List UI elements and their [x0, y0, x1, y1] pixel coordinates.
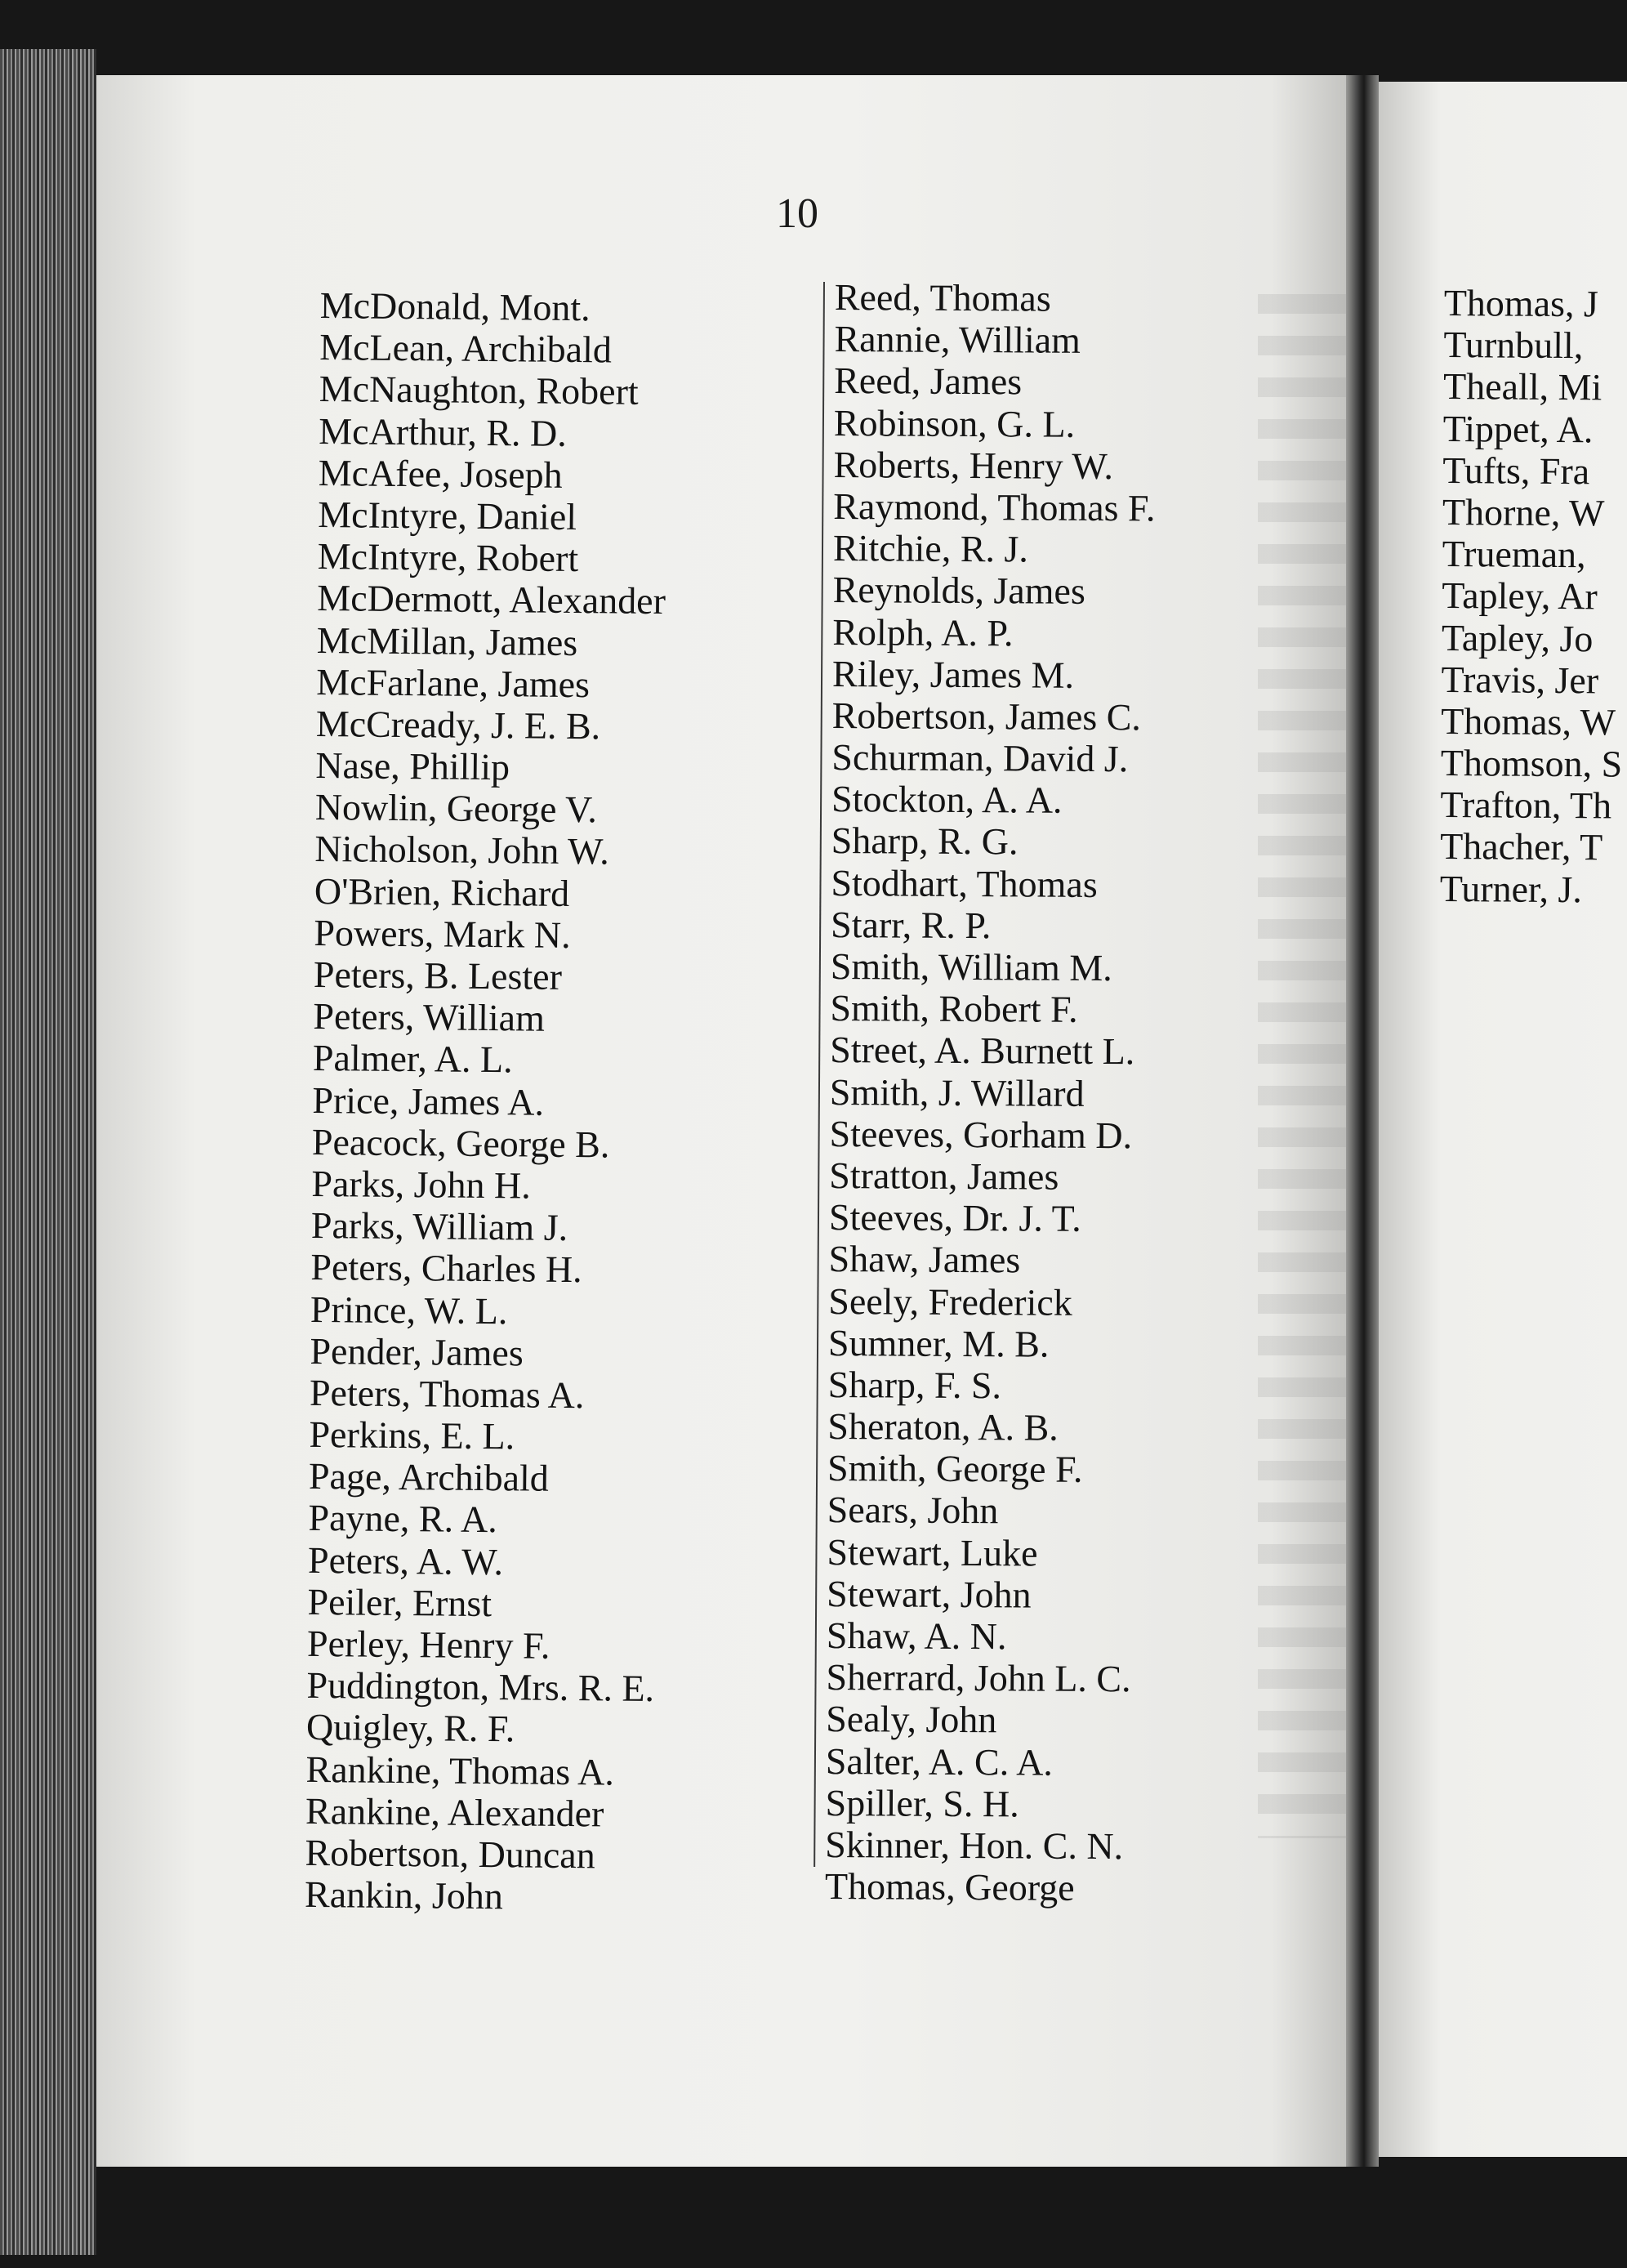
- list-item: Sears, John: [827, 1489, 999, 1532]
- list-item: Theall, Mi: [1442, 365, 1602, 409]
- list-item: McIntyre, Robert: [317, 535, 579, 580]
- list-item: Price, James A.: [312, 1078, 545, 1123]
- list-item: Puddington, Mrs. R. E.: [306, 1664, 655, 1710]
- list-item: Thacher, T: [1439, 825, 1603, 868]
- list-item: McDermott, Alexander: [317, 577, 666, 623]
- list-item: Reed, Thomas: [834, 276, 1051, 319]
- list-item: Tufts, Fra: [1442, 449, 1590, 492]
- list-item: Seely, Frederick: [828, 1279, 1072, 1324]
- list-item: Parks, William J.: [310, 1204, 568, 1249]
- list-item: Stewart, John: [826, 1572, 1032, 1616]
- list-item: Skinner, Hon. C. N.: [825, 1823, 1124, 1868]
- list-item: Turner, J.: [1439, 867, 1583, 910]
- list-item: Turnbull,: [1443, 324, 1584, 367]
- list-item: Stewart, Luke: [827, 1530, 1038, 1574]
- list-item: Riley, James M.: [831, 652, 1075, 696]
- list-item: Smith, J. Willard: [829, 1070, 1085, 1114]
- list-item: Steeves, Gorham D.: [829, 1112, 1133, 1156]
- list-item: Rankine, Alexander: [305, 1789, 604, 1835]
- name-list-right-partial: [1440, 282, 1626, 910]
- list-item: Pender, James: [310, 1329, 524, 1374]
- list-item: Powers, Mark N.: [314, 911, 571, 956]
- list-item: Prince, W. L.: [310, 1288, 508, 1332]
- left-page: [96, 75, 1346, 2167]
- list-item: McMillan, James: [316, 618, 578, 663]
- list-item: Peters, Thomas A.: [309, 1371, 585, 1417]
- list-item: Reynolds, James: [832, 569, 1086, 613]
- list-item: Stockton, A. A.: [831, 778, 1063, 821]
- list-item: Tippet, A.: [1442, 407, 1594, 450]
- list-item: Page, Archibald: [308, 1455, 550, 1500]
- list-item: Peters, A. W.: [307, 1538, 504, 1583]
- list-item: McArthur, R. D.: [319, 409, 568, 454]
- list-item: Tapley, Jo: [1441, 616, 1594, 659]
- list-item: Peacock, George B.: [311, 1120, 610, 1166]
- list-item: Quigley, R. F.: [305, 1706, 515, 1750]
- bleed-through-text: [1258, 286, 1348, 1838]
- list-item: Starr, R. P.: [830, 903, 992, 946]
- list-item: Sumner, M. B.: [827, 1321, 1050, 1365]
- list-item: McCready, J. E. B.: [315, 702, 601, 748]
- list-item: Sealy, John: [826, 1698, 997, 1741]
- list-item: Palmer, A. L.: [312, 1037, 513, 1081]
- name-list-left: [305, 284, 669, 1918]
- list-item: Trafton, Th: [1440, 784, 1612, 827]
- page-number: 10: [776, 190, 818, 237]
- list-item: McFarlane, James: [316, 660, 591, 705]
- book-gutter: [1346, 75, 1379, 2167]
- list-item: Shaw, James: [828, 1238, 1021, 1281]
- list-item: Tapley, Ar: [1442, 574, 1598, 618]
- list-item: Nowlin, George V.: [314, 786, 598, 831]
- list-item: Smith, George F.: [827, 1447, 1083, 1491]
- list-item: Spiller, S. H.: [825, 1781, 1019, 1825]
- list-item: Smith, William M.: [830, 944, 1112, 989]
- list-item: Stratton, James: [829, 1154, 1059, 1198]
- list-item: Thomas, J: [1443, 282, 1599, 325]
- list-item: Robertson, Duncan: [305, 1831, 595, 1877]
- list-item: Peters, B. Lester: [313, 953, 563, 998]
- list-item: Nicholson, John W.: [314, 828, 609, 873]
- list-item: Thomas, W: [1441, 699, 1616, 743]
- list-item: O'Brien, Richard: [314, 869, 570, 914]
- list-item: Salter, A. C. A.: [825, 1739, 1054, 1784]
- list-item: Rankin, John: [304, 1873, 504, 1918]
- list-item: Shaw, A. N.: [826, 1614, 1007, 1658]
- list-item: McIntyre, Daniel: [318, 493, 577, 538]
- list-item: McAfee, Joseph: [318, 451, 563, 496]
- list-item: Rannie, William: [834, 318, 1081, 362]
- list-item: Steeves, Dr. J. T.: [828, 1196, 1081, 1239]
- list-item: Perkins, E. L.: [309, 1413, 515, 1458]
- list-item: Peters, Charles H.: [310, 1246, 582, 1291]
- list-item: Reed, James: [834, 359, 1023, 403]
- page-edges: [0, 49, 96, 2255]
- list-item: Nase, Phillip: [315, 744, 510, 788]
- name-list-middle: [825, 276, 1157, 1909]
- list-item: Roberts, Henry W.: [833, 443, 1114, 487]
- list-item: Sharp, R. G.: [831, 819, 1019, 863]
- list-item: Peiler, Ernst: [307, 1580, 493, 1624]
- list-item: Sharp, F. S.: [827, 1363, 1002, 1407]
- list-item: McDonald, Mont.: [319, 284, 591, 329]
- list-item: Robinson, G. L.: [833, 401, 1076, 445]
- list-item: Ritchie, R. J.: [832, 527, 1029, 570]
- list-item: Sheraton, A. B.: [827, 1405, 1059, 1449]
- list-item: Robertson, James C.: [831, 694, 1142, 739]
- list-item: Peters, William: [313, 995, 546, 1039]
- list-item: Street, A. Burnett L.: [830, 1029, 1135, 1073]
- list-item: McNaughton, Robert: [319, 368, 639, 413]
- list-item: Rolph, A. P.: [832, 610, 1014, 654]
- list-item: Stodhart, Thomas: [831, 861, 1098, 905]
- list-item: Smith, Robert F.: [830, 987, 1078, 1031]
- list-item: Parks, John H.: [311, 1162, 532, 1207]
- list-item: Trueman,: [1442, 533, 1586, 576]
- list-item: Travis, Jer: [1441, 658, 1599, 702]
- list-item: Thorne, W: [1442, 490, 1605, 534]
- list-item: Rankine, Thomas A.: [305, 1748, 615, 1793]
- list-item: Schurman, David J.: [831, 736, 1129, 780]
- list-item: Sherrard, John L. C.: [826, 1656, 1131, 1700]
- list-item: Thomas, George: [824, 1865, 1075, 1909]
- list-item: Payne, R. A.: [308, 1497, 498, 1541]
- list-item: Thomson, S: [1440, 742, 1623, 785]
- list-item: Perley, Henry F.: [306, 1622, 551, 1667]
- list-item: McLean, Archibald: [319, 326, 613, 371]
- list-item: Raymond, Thomas F.: [833, 484, 1156, 529]
